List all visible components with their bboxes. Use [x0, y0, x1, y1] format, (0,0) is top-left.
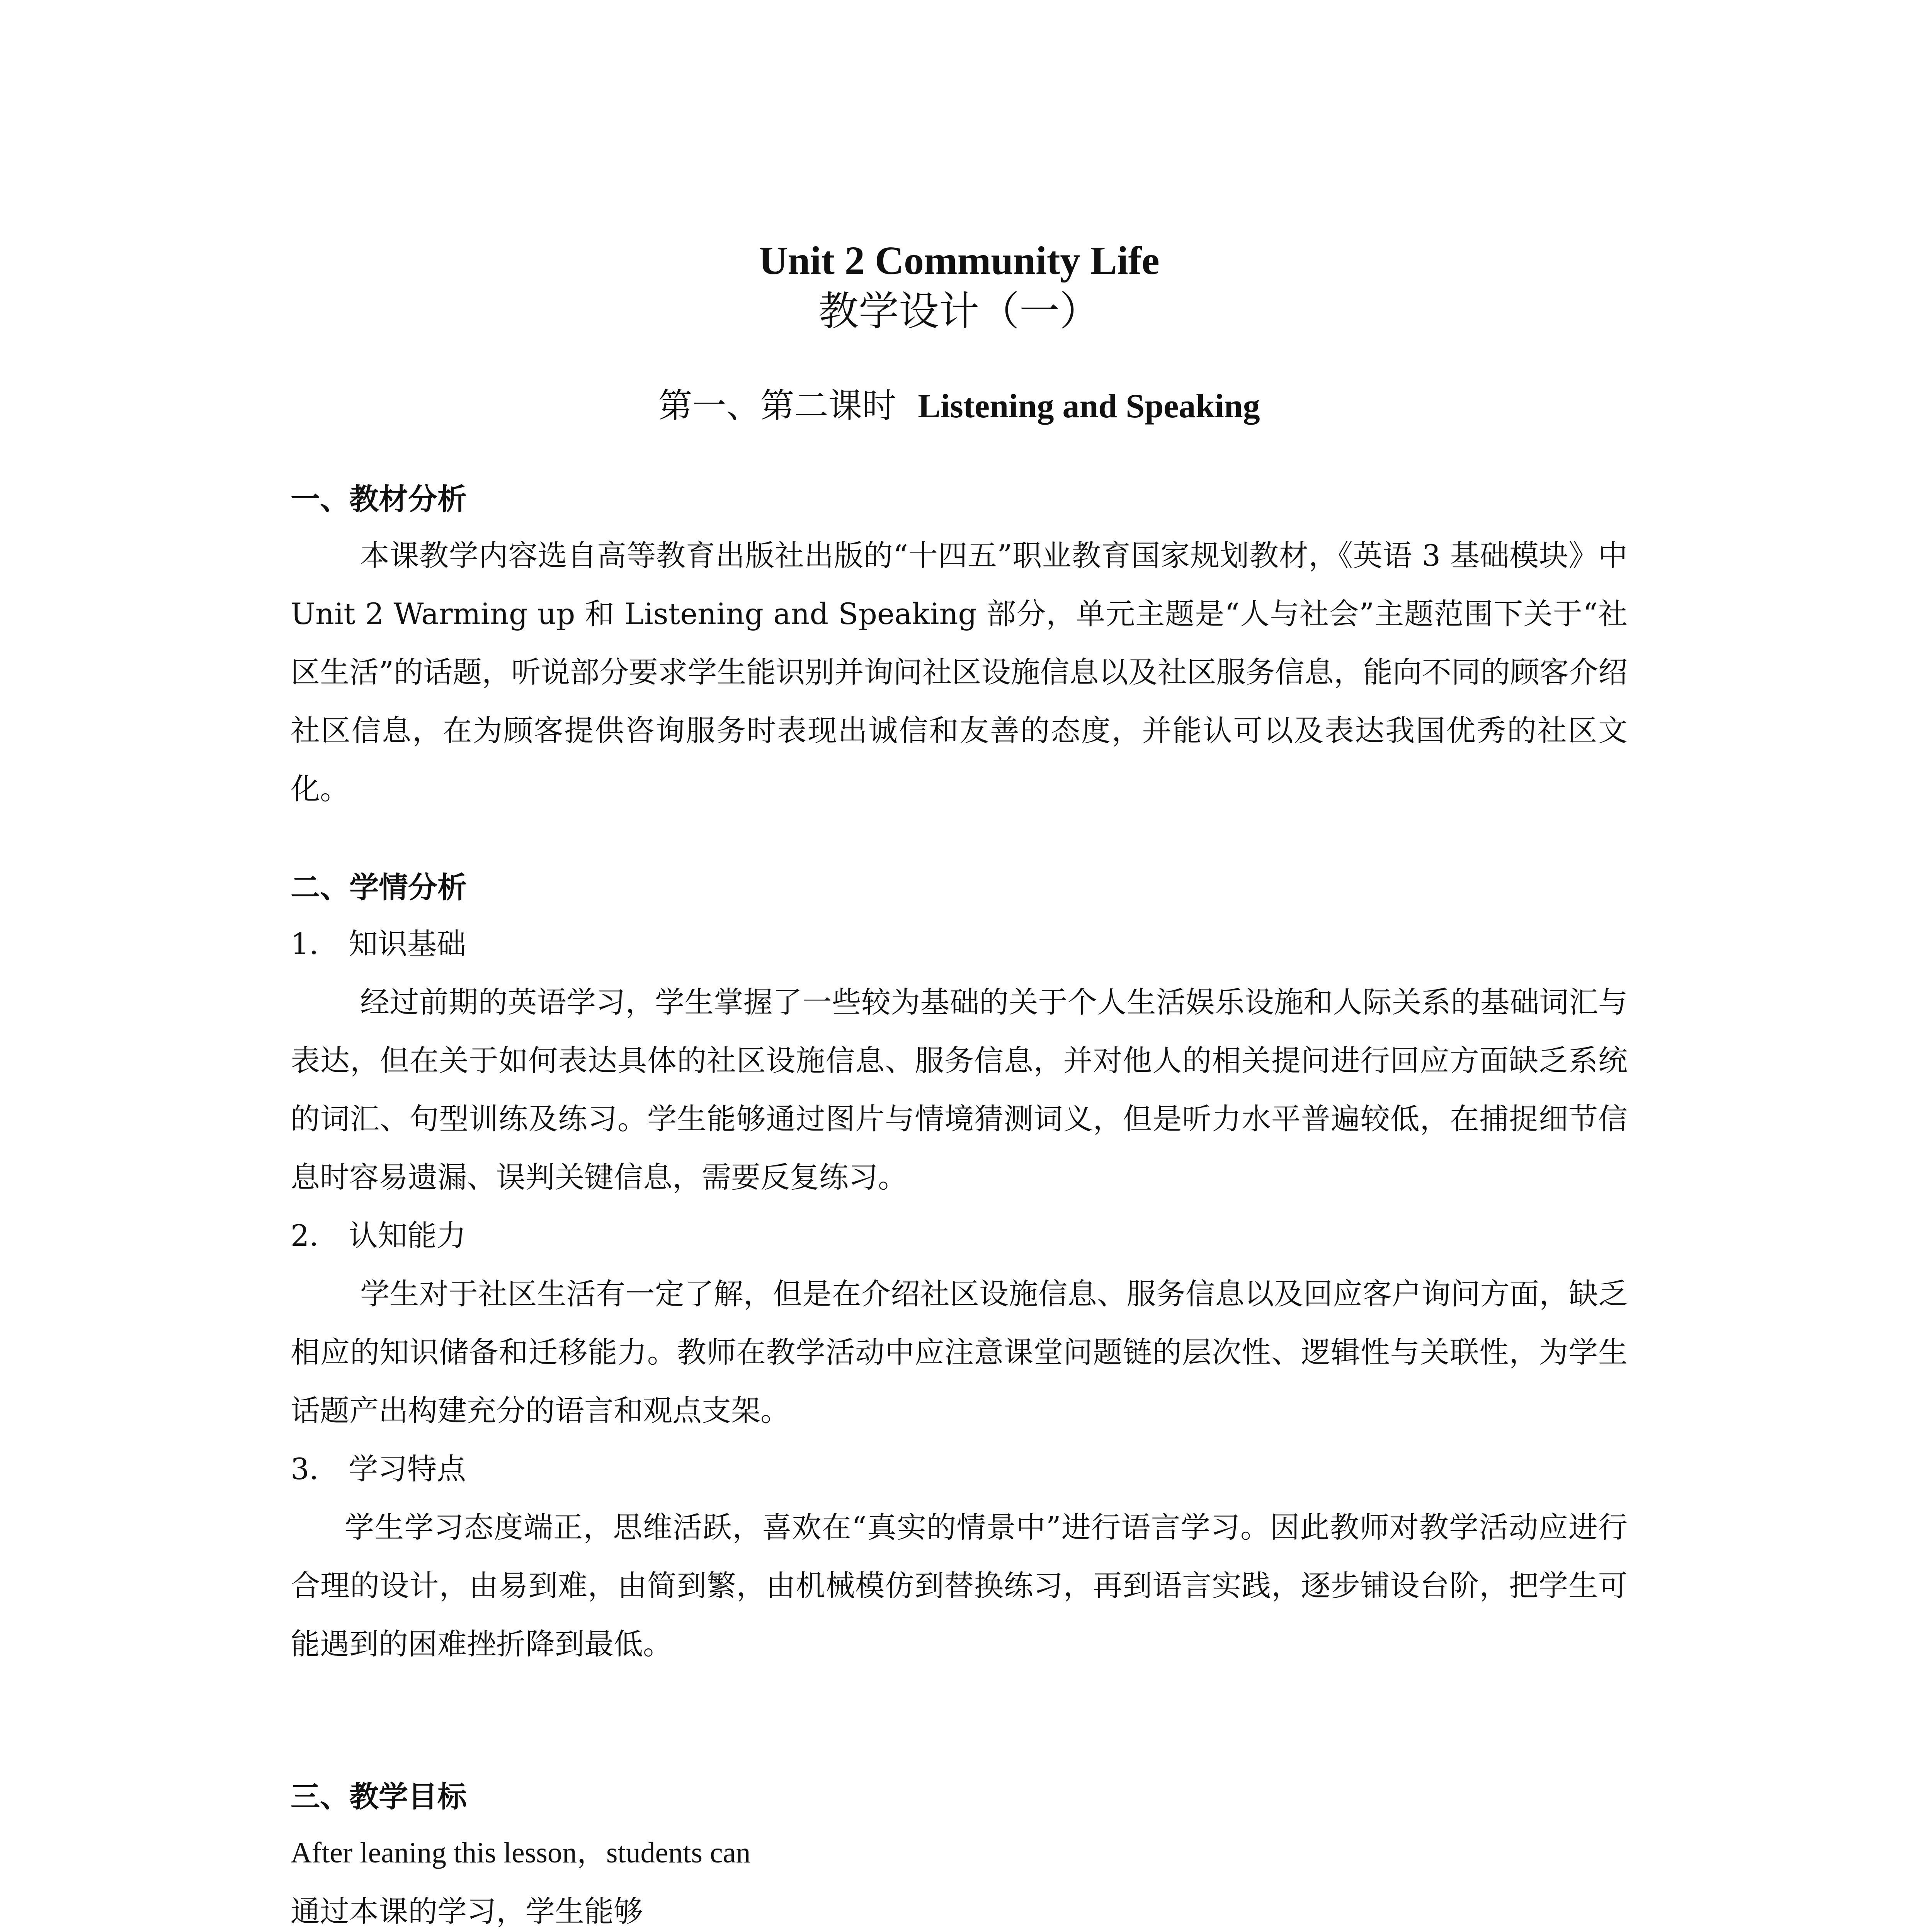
learning-traits-paragraph: 学生学习态度端正，思维活跃，喜欢在“真实的情景中”进行语言学习。因此教师对教学活动应进行合理的设计，由易到难，由简到繁，由机械模仿到替换练习，再到语言实践，逐步铺设台阶，把学生可能遇到的困难挫折降到最低。: [291, 1510, 1628, 1661]
page-content: [291, 236, 1628, 1932]
section-heading-teaching-goals: 三、教学目标: [291, 1779, 467, 1814]
subsection-title: 学习特点: [349, 1452, 466, 1486]
subsection-heading-learning-traits: [291, 1440, 1628, 1498]
document-title-cn: 教学设计（一）: [818, 287, 1100, 335]
goals-intro-cn: 通过本课的学习，学生能够: [291, 1894, 643, 1929]
lesson-title: [291, 383, 1628, 430]
document-title-en: Unit 2 Community Life: [759, 238, 1160, 283]
subsection-number: 1.: [291, 927, 319, 961]
subsection-title: 知识基础: [349, 927, 466, 961]
knowledge-paragraph: 经过前期的英语学习，学生掌握了一些较为基础的关于个人生活娱乐设施和人际关系的基础词汇与表达，但在关于如何表达具体的社区设施信息、服务信息，并对他人的相关提问进行回应方面缺乏系统的词汇、句型训练及练习。学生能够通过图片与情境猜测词义，但是听力水平普遍较低，在捕捉细节信息时容易遗漏、误判关键信息，需要反复练习。: [291, 985, 1628, 1194]
section-heading-textbook-analysis: 一、教材分析: [291, 482, 467, 516]
textbook-analysis-paragraph: 本课教学内容选自高等教育出版社出版的“十四五”职业教育国家规划教材，《英语 3 基础模块》中 Unit 2 Warming up 和 Listening and Speaking 部分，单元主题是“人与社会”主题范围下关于“社区生活”的话题，听说部分要求学生能识别并询问社区设施信息以及社区服务信息，能向不同的顾客介绍社区信息，在为顾客提供咨询服务时表现出诚信和友善的态度，并能认可以及表达我国优秀的社区文化。: [291, 538, 1628, 806]
lesson-title-cn: 第一、第二课时: [658, 386, 896, 425]
section-heading-student-analysis: 二、学情分析: [291, 870, 467, 905]
subsection-number: 3.: [291, 1452, 319, 1486]
subsection-number: 2.: [291, 1218, 319, 1253]
subsection-heading-cognition: [291, 1206, 1628, 1265]
subsection-heading-knowledge: [291, 915, 1628, 973]
goals-intro-en: After leaning this lesson，students can: [291, 1837, 751, 1869]
lesson-title-en: Listening and Speaking: [918, 388, 1260, 425]
subsection-title: 认知能力: [349, 1218, 466, 1253]
cognition-paragraph: 学生对于社区生活有一定了解，但是在介绍社区设施信息、服务信息以及回应客户询问方面，缺乏相应的知识储备和迁移能力。教师在教学活动中应注意课堂问题链的层次性、逻辑性与关联性，为学生话题产出构建充分的语言和观点支架。: [291, 1277, 1628, 1428]
